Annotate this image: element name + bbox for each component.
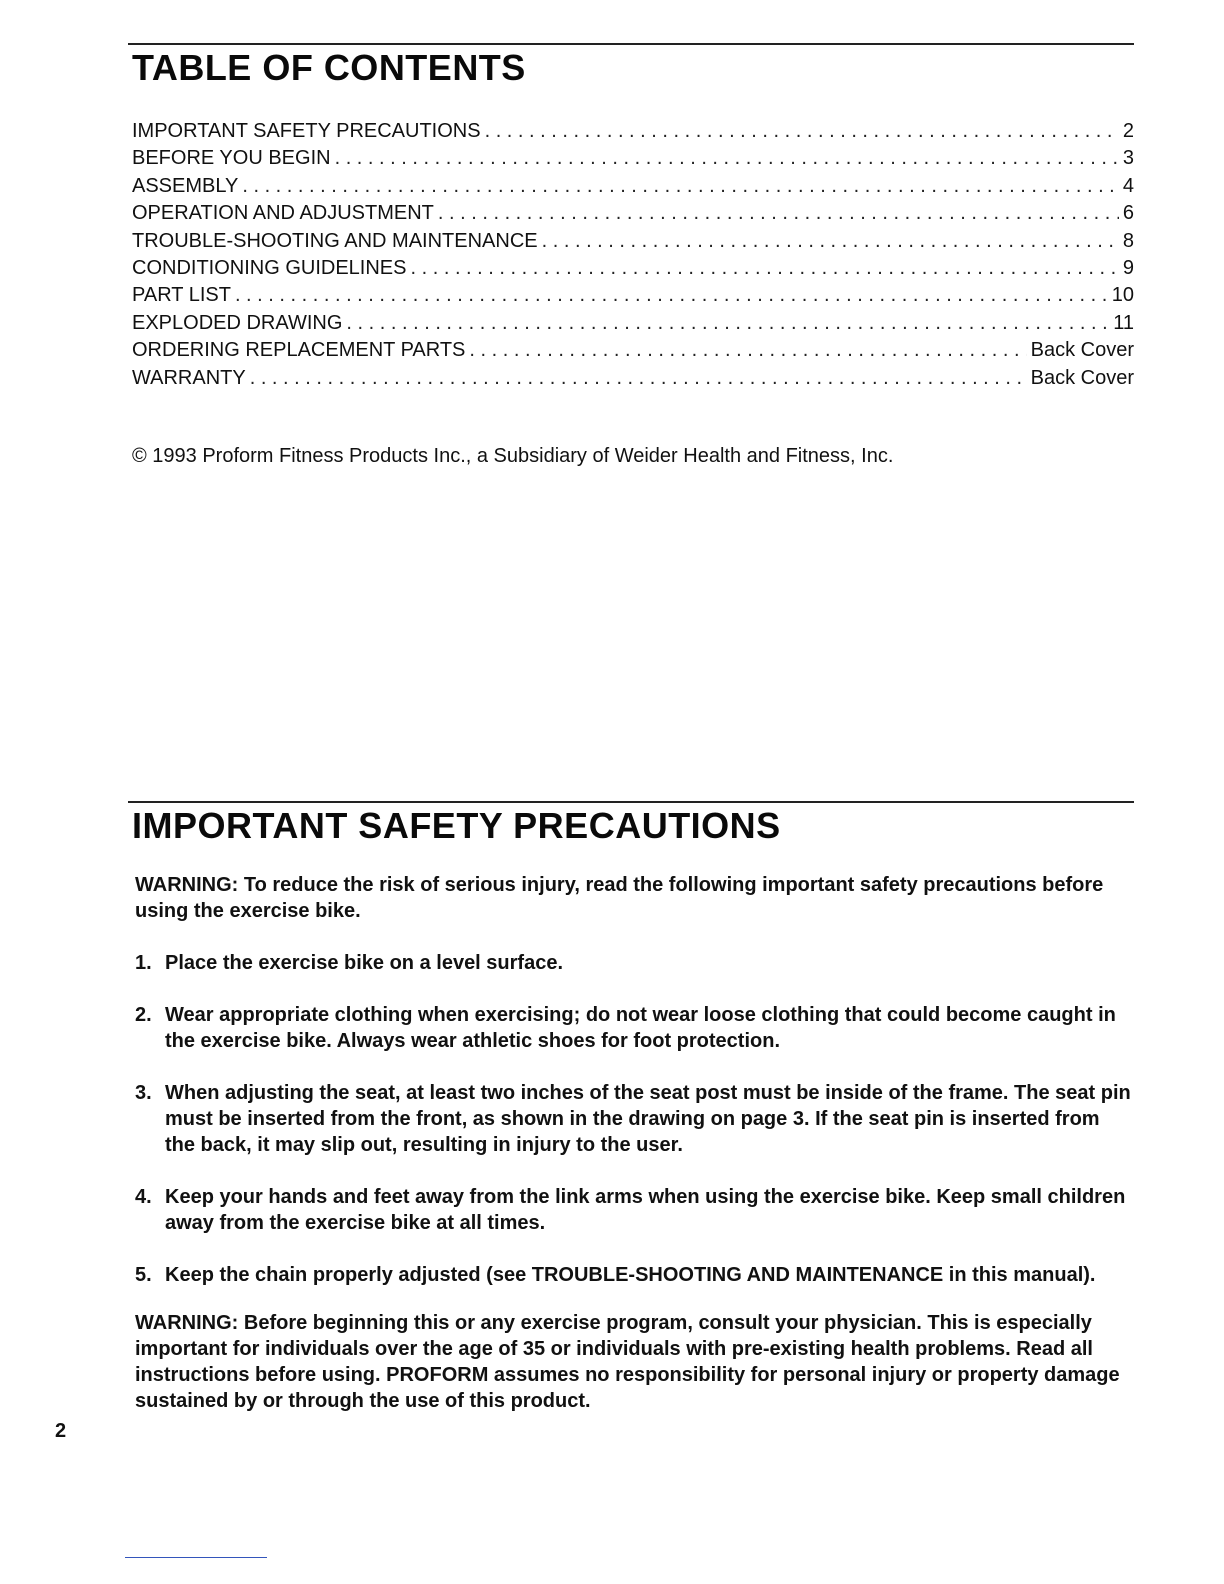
precaution-text: Keep your hands and feet away from the link arms when using the exercise bike. Keep small children away from the exercise bike at all times. (165, 1186, 1126, 1234)
safety-top-rule (128, 801, 1134, 803)
toc-entry[interactable] (132, 228, 1134, 255)
toc-title: TABLE OF CONTENTS (132, 47, 526, 88)
toc-leader-dots (485, 118, 1119, 145)
page-number: 2 (55, 1420, 67, 1442)
toc-entry[interactable] (132, 255, 1134, 282)
precaution-number: 2. (135, 1004, 152, 1026)
toc-entry-page: 11 (1113, 311, 1134, 334)
safety-section (135, 872, 1135, 1414)
toc-leader-dots (542, 228, 1119, 255)
table-of-contents (132, 118, 1134, 392)
toc-entry-page: 2 (1122, 120, 1134, 142)
precaution-text: Wear appropriate clothing when exercising; do not wear loose clothing that could become caught in the exercise bike. Always wear athletic shoes for foot protection. (165, 1004, 1116, 1052)
precaution-item (135, 1184, 1135, 1236)
toc-entry-label: ORDERING REPLACEMENT PARTS (132, 339, 466, 362)
safety-title: IMPORTANT SAFETY PRECAUTIONS (132, 805, 781, 846)
toc-leader-dots (346, 310, 1109, 337)
toc-entry-page: 9 (1122, 256, 1134, 279)
toc-entry[interactable] (132, 365, 1134, 392)
toc-entry[interactable] (132, 145, 1134, 172)
toc-entry-label: CONDITIONING GUIDELINES (132, 256, 407, 279)
toc-entry[interactable] (132, 337, 1134, 364)
precaution-text: When adjusting the seat, at least two inches of the seat post must be inside of the frame. The seat pin must be inserted from the front, as shown in the drawing on page 3. If the seat pin is inserted from the back, it may slip out, resulting in injury to the user. (165, 1082, 1131, 1156)
precaution-item (135, 1002, 1135, 1054)
toc-leader-dots (335, 145, 1119, 172)
precaution-number: 5. (135, 1264, 152, 1286)
toc-top-rule (128, 43, 1134, 45)
precaution-list (135, 950, 1135, 1288)
precaution-number: 3. (135, 1082, 152, 1104)
toc-entry-label: OPERATION AND ADJUSTMENT (132, 202, 434, 225)
toc-entry-page: 8 (1122, 229, 1134, 252)
toc-leader-dots (438, 200, 1119, 227)
precaution-number: 4. (135, 1186, 152, 1208)
warning-intro: WARNING: To reduce the risk of serious injury, read the following important safety precautions before using the exercise bike. (135, 874, 1104, 922)
toc-entry-page: 6 (1122, 202, 1134, 225)
toc-entry-page: 10 (1111, 284, 1134, 307)
toc-entry-page: Back Cover (1030, 366, 1134, 389)
toc-leader-dots (469, 337, 1026, 364)
precaution-item (135, 1262, 1135, 1288)
precaution-text: Keep the chain properly adjusted (see TROUBLE-SHOOTING AND MAINTENANCE in this manual). (165, 1264, 1096, 1286)
toc-leader-dots (250, 365, 1027, 392)
toc-entry[interactable] (132, 200, 1134, 227)
precaution-text: Place the exercise bike on a level surface. (165, 952, 564, 974)
toc-entry-label: WARRANTY (132, 366, 246, 389)
toc-entry-page: Back Cover (1030, 339, 1134, 362)
toc-entry[interactable] (132, 118, 1134, 145)
toc-leader-dots (235, 282, 1108, 309)
toc-leader-dots (242, 173, 1119, 200)
toc-entry[interactable] (132, 282, 1134, 309)
toc-entry-label: PART LIST (132, 284, 231, 307)
toc-entry-label: BEFORE YOU BEGIN (132, 147, 331, 170)
toc-entry-label: EXPLODED DRAWING (132, 311, 343, 334)
toc-entry[interactable] (132, 173, 1134, 200)
toc-entry-label: TROUBLE-SHOOTING AND MAINTENANCE (132, 229, 538, 252)
precaution-item (135, 1080, 1135, 1158)
toc-entry[interactable] (132, 310, 1134, 337)
toc-leader-dots (410, 255, 1118, 282)
warning-final: WARNING: Before beginning this or any exercise program, consult your physician. This is especially important for individuals over the age of 35 or individuals with pre-existing health problems. Read all instructions before using. PROFORM assumes no responsibility for personal injury or property damage sustained by or through the use of this product. (135, 1312, 1120, 1412)
toc-entry-label: ASSEMBLY (132, 174, 239, 197)
precaution-item (135, 950, 1135, 976)
footer-line (125, 1557, 267, 1558)
toc-entry-label: IMPORTANT SAFETY PRECAUTIONS (132, 120, 481, 142)
toc-entry-page: 4 (1122, 174, 1134, 197)
copyright-notice: © 1993 Proform Fitness Products Inc., a Subsidiary of Weider Health and Fitness, Inc. (132, 445, 894, 467)
precaution-number: 1. (135, 952, 152, 974)
toc-entry-page: 3 (1122, 147, 1134, 170)
